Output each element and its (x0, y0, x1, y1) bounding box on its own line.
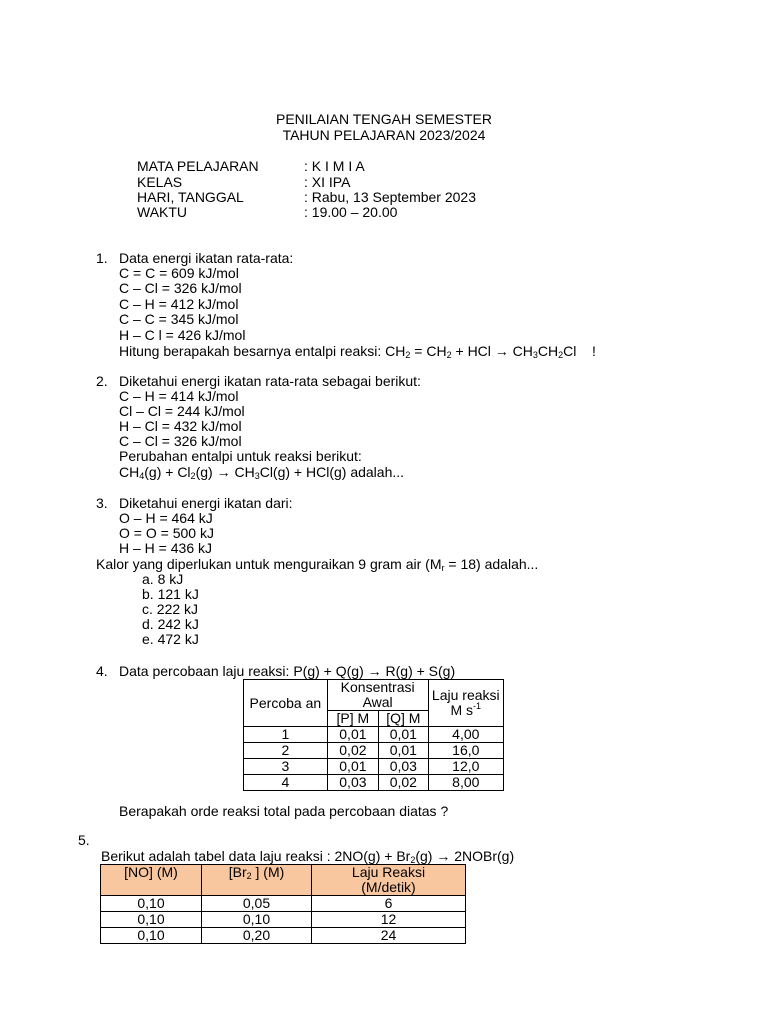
bond-energy-line: H – Cl = 432 kJ/mol (119, 418, 242, 434)
bond-energy-line: O = O = 500 kJ (119, 525, 214, 541)
question-number: 1. (96, 250, 108, 266)
bond-energy-line: Cl – Cl = 244 kJ/mol (119, 403, 245, 419)
info-value-class: : XI IPA (304, 174, 351, 190)
question-text: Hitung berapakah besarnya entalpi reaksi: $CH_2 = CH_2$ + HCl → $CH_3CH_2Cl$ ! (119, 343, 596, 360)
cell: 0,10 (101, 896, 202, 912)
question-number: 5. (78, 832, 90, 848)
rate-data-table-2 (100, 864, 466, 944)
bond-energy-line: H – C l = 426 kJ/mol (119, 327, 246, 343)
cell: 0,01 (379, 727, 428, 743)
cell: 12 (312, 912, 466, 928)
table-row (101, 928, 466, 944)
reaction-tail: Cl(g) + HCl(g) adalah... (259, 464, 405, 480)
header-percobaan: Percoba an (244, 680, 328, 727)
cell: 12,0 (428, 759, 503, 775)
table-row (244, 759, 504, 775)
question-number: 3. (96, 495, 108, 511)
cell: 0,01 (327, 727, 378, 743)
cell: 0,02 (379, 775, 428, 791)
cell: 2 (244, 743, 328, 759)
question-suffix: = 18) adalah... (444, 556, 539, 572)
table-row (244, 775, 504, 791)
header-laju: Laju Reaksi (M/detik) (312, 865, 466, 896)
table-row (244, 743, 504, 759)
cell: 0,10 (101, 928, 202, 944)
answer-option-e[interactable]: e. 472 kJ (142, 631, 199, 647)
bond-energy-line: C – Cl = 326 kJ/mol (119, 433, 242, 449)
question-text (96, 557, 538, 572)
header-no: [NO] (M) (101, 865, 202, 896)
cell: 0,20 (202, 928, 312, 944)
cell: 4,00 (428, 727, 503, 743)
question-intro-text: Berikut adalah tabel data laju reaksi : 2NO(g) + Br (101, 848, 411, 864)
cell: 8,00 (428, 775, 503, 791)
question-number: 2. (96, 373, 108, 389)
cell: 0,03 (327, 775, 378, 791)
cell: 3 (244, 759, 328, 775)
answer-option-d[interactable]: d. 242 kJ (142, 616, 199, 632)
exam-title: PENILAIAN TENGAH SEMESTER (275, 111, 492, 127)
answer-option-a[interactable]: a. 8 kJ (142, 571, 184, 587)
question-prefix: Hitung berapakah besarnya entalpi reaksi: CH (119, 343, 406, 359)
bond-energy-line: C – H = 412 kJ/mol (119, 296, 239, 312)
header-laju (428, 680, 503, 727)
question-sub: r (441, 563, 445, 573)
table-row (101, 912, 466, 928)
cell: 0,10 (101, 912, 202, 928)
table-row (101, 896, 466, 912)
info-value-date: : Rabu, 13 September 2023 (304, 189, 477, 205)
cell: 0,01 (327, 759, 378, 775)
question-intro-end: (g) → 2NOBr(g) (415, 848, 515, 864)
bond-energy-line: C – C = 345 kJ/mol (119, 311, 239, 327)
header-br2-pre: [Br (228, 864, 247, 880)
table-row (244, 727, 504, 743)
question-intro: Berikut adalah tabel data laju reaksi : $2NO(g) + Br_2(g)$ → 2NOBr(g) (101, 848, 515, 865)
cell: 1 (244, 727, 328, 743)
exam-year: TAHUN PELAJARAN 2023/2024 (282, 127, 486, 143)
header-p: [P] M (327, 711, 378, 727)
info-value-time: : 19.00 – 20.00 (304, 204, 398, 220)
cell: 16,0 (428, 743, 503, 759)
cell: 4 (244, 775, 328, 791)
info-label-class: KELAS (137, 174, 183, 190)
bond-energy-line: O – H = 464 kJ (119, 510, 213, 526)
header-br2: [$Br_2$ ] (M) (202, 865, 312, 896)
header-q: [Q] M (379, 711, 428, 727)
question-number: 4. (96, 663, 108, 679)
cell: 6 (312, 896, 466, 912)
header-unit: M s (450, 702, 474, 718)
question-text: Berapakah orde reaksi total pada percobaan diatas ? (119, 803, 449, 819)
header-konsentrasi: Konsentrasi Awal (327, 680, 428, 711)
bond-energy-line: C – H = 414 kJ/mol (119, 388, 239, 404)
cell: 0,03 (379, 759, 428, 775)
bond-energy-line: C = C = 609 kJ/mol (119, 265, 239, 281)
reaction-equation: $CH_4(g) + Cl_2(g) \to CH_3Cl(g) + HCl(g)$ adalah... (119, 464, 405, 481)
header-laju-text: Laju reaksi (431, 687, 500, 703)
cell: 24 (312, 928, 466, 944)
question-intro: Diketahui energi ikatan rata-rata sebagai berikut: (119, 373, 421, 389)
info-label-subject: MATA PELAJARAN (137, 158, 259, 174)
question-prefix: Kalor yang diperlukan untuk menguraikan 9 gram air (M (96, 556, 442, 572)
header-unit-sup: -1 (473, 701, 482, 711)
answer-option-b[interactable]: b. 121 kJ (142, 586, 199, 602)
question-intro: Diketahui energi ikatan dari: (119, 495, 293, 511)
bond-energy-line: H – H = 436 kJ (119, 540, 212, 556)
cell: 0,01 (379, 743, 428, 759)
cell: 0,02 (327, 743, 378, 759)
info-label-date: HARI, TANGGAL (137, 189, 244, 205)
header-br2-post: ] (M) (251, 864, 285, 880)
info-label-time: WAKTU (137, 204, 188, 220)
question-intro: Data percobaan laju reaksi: P(g) + Q(g) → R(g) + S(g) (119, 663, 456, 679)
rate-data-table (243, 679, 504, 791)
cell: 0,10 (202, 912, 312, 928)
question-intro: Data energi ikatan rata-rata: (119, 250, 294, 266)
question-text: Perubahan entalpi untuk reaksi berikut: (119, 448, 362, 464)
cell: 0,05 (202, 896, 312, 912)
answer-option-c[interactable]: c. 222 kJ (142, 601, 199, 617)
info-value-subject: : K I M I A (304, 158, 365, 174)
question-end: ! (591, 343, 596, 359)
bond-energy-line: C – Cl = 326 kJ/mol (119, 280, 242, 296)
